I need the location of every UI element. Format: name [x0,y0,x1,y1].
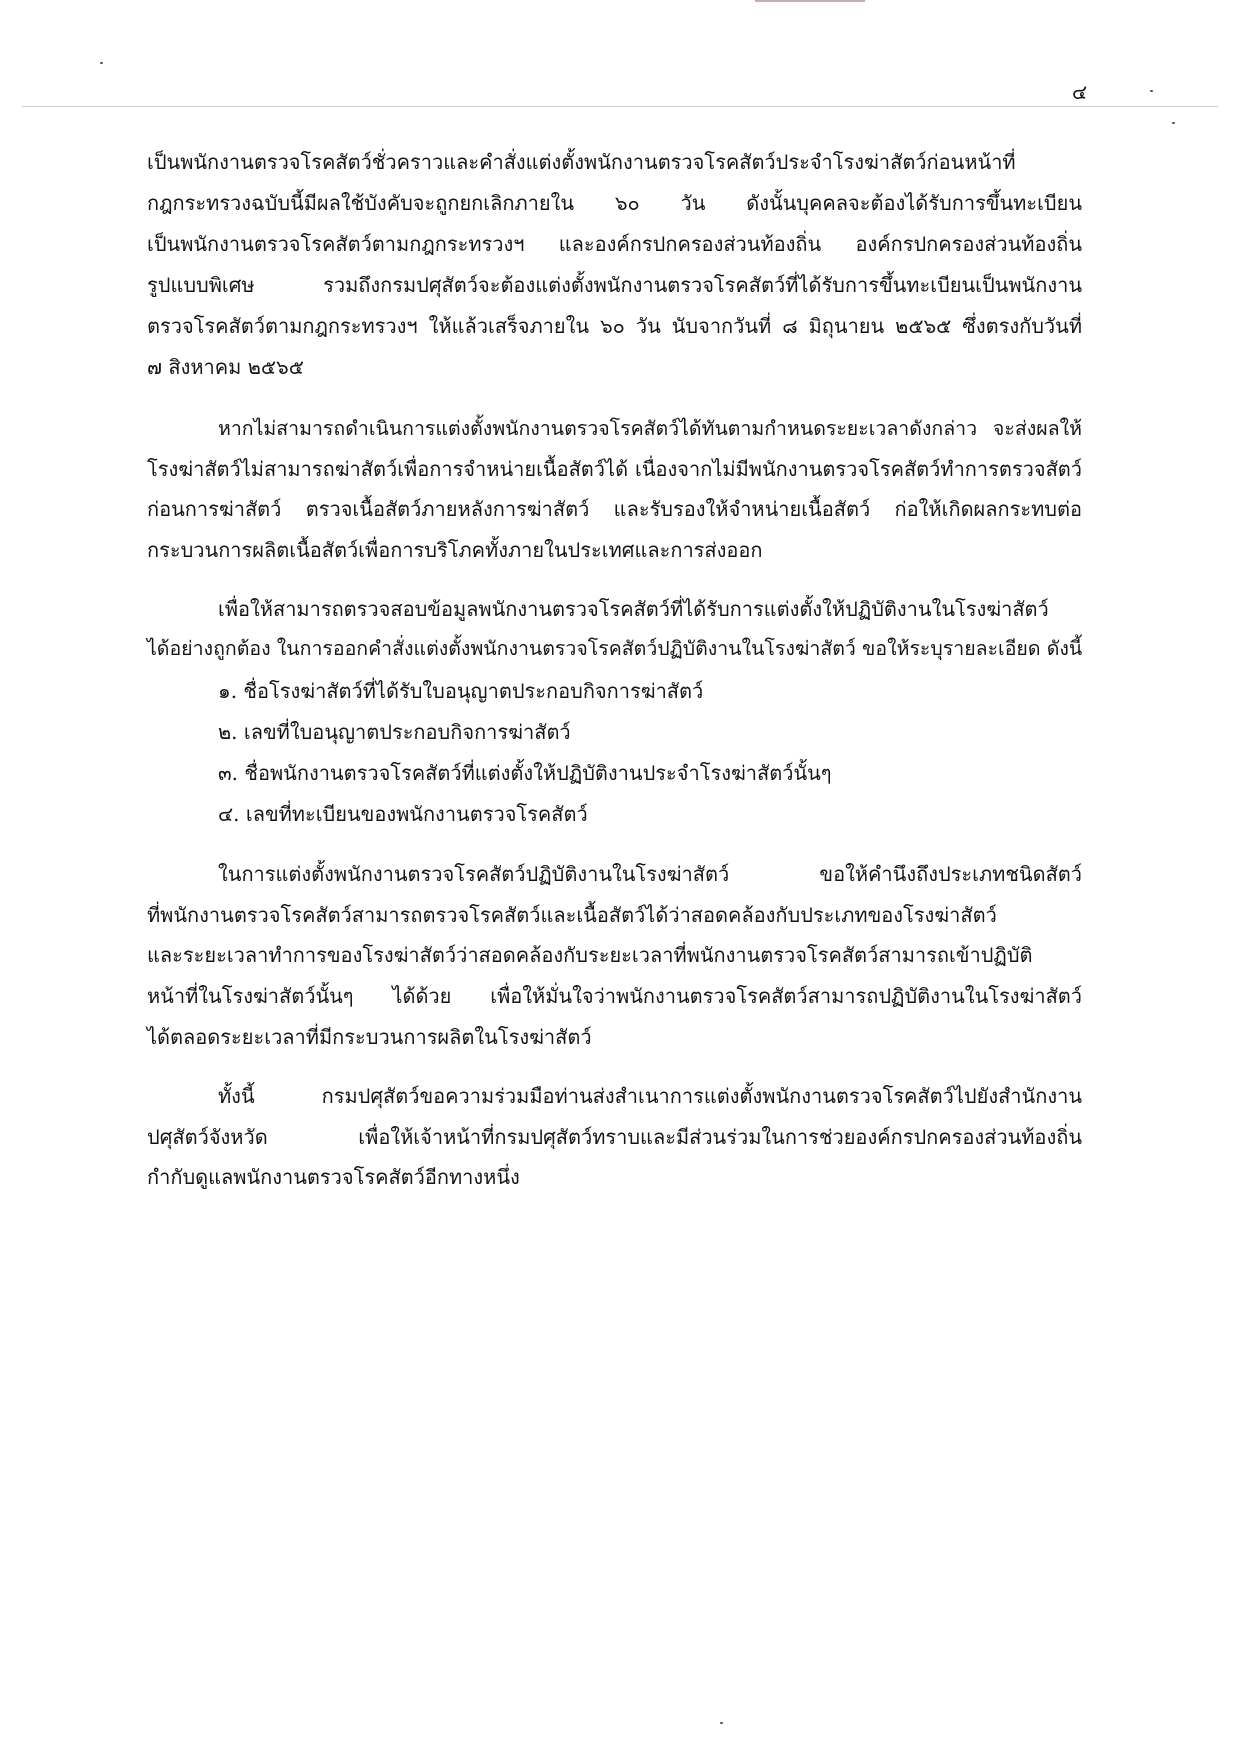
page-number: ๔ [1072,80,1088,104]
list-item-3: ๓. ชื่อพนักงานตรวจโรคสัตว์ที่แต่งตั้งให้ปฏิบัติงานประจำโรงฆ่าสัตว์นั้นๆ [218,761,832,785]
list-item-4: ๔. เลขที่ทะเบียนของพนักงานตรวจโรคสัตว์ [218,802,588,826]
list-item-1: ๑. ชื่อโรงฆ่าสัตว์ที่ได้รับใบอนุญาตประกอบกิจการฆ่าสัตว์ [218,679,704,703]
body-line-4: รูปแบบพิเศษ รวมถึงกรมปศุสัตว์จะต้องแต่งตั้งพนักงานตรวจโรคสัตว์ที่ได้รับการขึ้นทะเบียนเป็นพนักงาน [147,273,1082,297]
para3-line-1: เพื่อให้สามารถตรวจสอบข้อมูลพนักงานตรวจโรคสัตว์ที่ได้รับการแต่งตั้งให้ปฏิบัติงานในโรงฆ่าสัตว์ [218,597,1049,621]
para2-line-1: หากไม่สามารถดำเนินการแต่งตั้งพนักงานตรวจโรคสัตว์ได้ทันตามกำหนดระยะเวลาดังกล่าว จะส่งผลให้ [218,417,1082,440]
para5-line-1: ทั้งนี้ กรมปศุสัตว์ขอความร่วมมือท่านส่งสำเนาการแต่งตั้งพนักงานตรวจโรคสัตว์ไปยังสำนักงาน [218,1084,1082,1108]
para2-line-3: ก่อนการฆ่าสัตว์ ตรวจเนื้อสัตว์ภายหลังการฆ่าสัตว์ และรับรองให้จำหน่ายเนื้อสัตว์ ก่อให้เกิดผลกระทบต่อ [147,497,1082,521]
para3-line-2: ได้อย่างถูกต้อง ในการออกคำสั่งแต่งตั้งพนักงานตรวจโรคสัตว์ปฏิบัติงานในโรงฆ่าสัตว์ ขอให้ระบุรายละเอียด ดังนี้ [147,637,1083,660]
scan-speck [720,1722,723,1724]
para4-line-1: ในการแต่งตั้งพนักงานตรวจโรคสัตว์ปฏิบัติงานในโรงฆ่าสัตว์ ขอให้คำนึงถึงประเภทชนิดสัตว์ [218,862,1082,886]
para5-line-3: กำกับดูแลพนักงานตรวจโรคสัตว์อีกทางหนึ่ง [147,1165,520,1189]
body-line-2: กฎกระทรวงฉบับนี้มีผลใช้บังคับจะถูกยกเลิกภายใน ๖๐ วัน ดังนั้นบุคคลจะต้องได้รับการขึ้นทะเบียน [147,191,1082,215]
scan-speck [1150,90,1153,92]
para4-line-3: และระยะเวลาทำการของโรงฆ่าสัตว์ว่าสอดคล้องกับระยะเวลาที่พนักงานตรวจโรคสัตว์สามารถเข้าปฏิบัติ [147,943,1033,967]
para2-line-4: กระบวนการผลิตเนื้อสัตว์เพื่อการบริโภคทั้งภายในประเทศและการส่งออก [147,538,763,562]
body-line-3: เป็นพนักงานตรวจโรคสัตว์ตามกฎกระทรวงฯ และองค์กรปกครองส่วนท้องถิ่น องค์กรปกครองส่วนท้องถิ่น [147,232,1082,256]
para4-line-2: ที่พนักงานตรวจโรคสัตว์สามารถตรวจโรคสัตว์และเนื้อสัตว์ได้ว่าสอดคล้องกับประเภทของโรงฆ่าสัตว์ [147,903,997,927]
para4-line-4: หน้าที่ในโรงฆ่าสัตว์นั้นๆ ได้ด้วย เพื่อให้มั่นใจว่าพนักงานตรวจโรคสัตว์สามารถปฏิบัติงานในโรงฆ่าสัตว์ [147,984,1082,1008]
body-line-6: ๗ สิงหาคม ๒๕๖๕ [147,355,304,379]
para2-line-2: โรงฆ่าสัตว์ไม่สามารถฆ่าสัตว์เพื่อการจำหน่ายเนื้อสัตว์ได้ เนื่องจากไม่มีพนักงานตรวจโรคสัตว์ทำการตรวจสัตว์ [147,457,1082,481]
body-line-5: ตรวจโรคสัตว์ตามกฎกระทรวงฯ ให้แล้วเสร็จภายใน ๖๐ วัน นับจากวันที่ ๘ มิถุนายน ๒๕๖๕ ซึ่งตรงกับวันที่ [147,314,1082,338]
top-edge-mark [755,0,865,2]
scan-speck [1172,122,1175,124]
para5-line-2: ปศุสัตว์จังหวัด เพื่อให้เจ้าหน้าที่กรมปศุสัตว์ทราบและมีส่วนร่วมในการช่วยองค์กรปกครองส่วนท้องถิ่น [147,1125,1082,1149]
para4-line-5: ได้ตลอดระยะเวลาที่มีกระบวนการผลิตในโรงฆ่าสัตว์ [147,1025,592,1049]
body-line-1: เป็นพนักงานตรวจโรคสัตว์ชั่วคราวและคำสั่งแต่งตั้งพนักงานตรวจโรคสัตว์ประจำโรงฆ่าสัตว์ก่อนหน้าที่ [147,150,1016,174]
header-rule [22,106,1218,107]
scan-speck [100,62,103,64]
list-item-2: ๒. เลขที่ใบอนุญาตประกอบกิจการฆ่าสัตว์ [218,720,571,744]
